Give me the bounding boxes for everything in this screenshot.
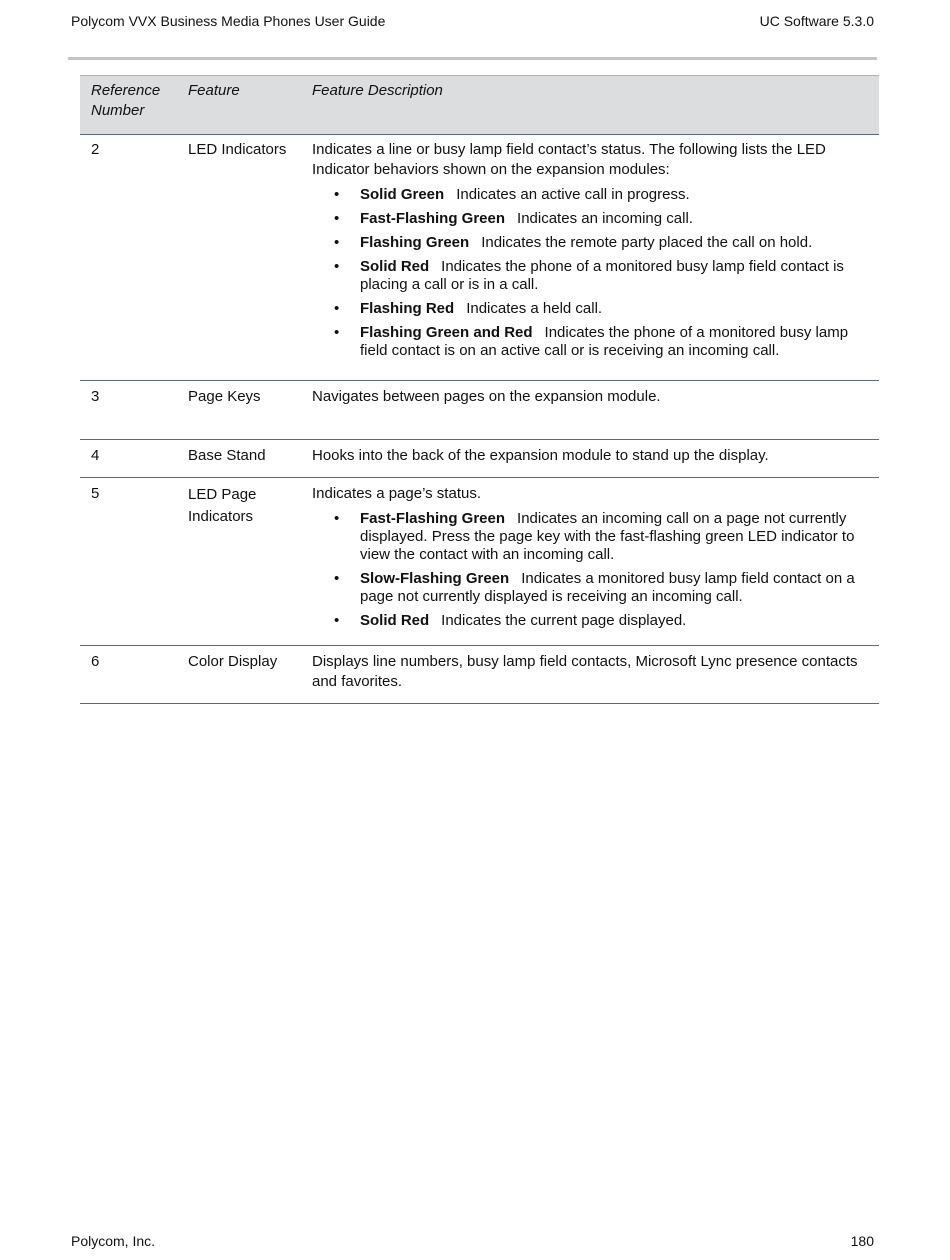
bullet-text: Indicates an active call in progress. (456, 186, 690, 203)
feature-description: Navigates between pages on the expansion module. (312, 388, 661, 405)
bullet-icon: • (334, 324, 340, 341)
table-row (80, 135, 879, 381)
feature-description (302, 478, 879, 645)
column-header-description: Feature Description (312, 82, 443, 99)
bullet-term: Solid Red (360, 258, 430, 275)
description-text: Indicates a line or busy lamp field contact’s status. The following lists the LED Indicator behaviors shown on the expansion modules: (312, 141, 826, 178)
feature-table (80, 75, 879, 704)
bullet-term: Flashing Green (360, 234, 470, 251)
ref-number: 3 (91, 388, 100, 405)
bullet-icon: • (334, 612, 340, 629)
table-row (80, 478, 879, 646)
bullet-term: Solid Green (360, 186, 445, 203)
bullet-icon: • (334, 570, 340, 587)
software-version: UC Software 5.3.0 (759, 13, 874, 29)
description-text: Indicates a page’s status. (312, 485, 481, 502)
bullet-text: Indicates the current page displayed. (441, 612, 687, 629)
bullet-text: Indicates a held call. (466, 300, 603, 317)
table-row (80, 381, 879, 440)
bullet-term: Flashing Green and Red (360, 324, 533, 341)
bullet-text: Indicates the remote party placed the call on hold. (481, 234, 813, 251)
company-name: Polycom, Inc. (71, 1233, 156, 1249)
ref-number: 2 (91, 141, 100, 158)
header-divider (68, 57, 877, 60)
list-item (312, 570, 871, 606)
bullet-text: Indicates an incoming call. (517, 210, 693, 227)
bullet-term: Slow-Flashing Green (360, 570, 510, 587)
list-item (312, 324, 871, 360)
bullet-icon: • (334, 186, 340, 203)
bullet-text: Indicates the phone of a monitored busy lamp field contact is placing a call or is in a call. (360, 258, 844, 293)
bullet-icon: • (334, 210, 340, 227)
feature-name: Page Keys (188, 388, 261, 405)
column-header-feature: Feature (188, 82, 240, 99)
table-row (80, 440, 879, 478)
bullet-term: Solid Red (360, 612, 430, 629)
feature-description (302, 135, 879, 380)
column-header-reference: Reference Number (91, 82, 161, 119)
bullet-icon: • (334, 510, 340, 527)
bullet-icon: • (334, 300, 340, 317)
page-number: 180 (850, 1233, 874, 1249)
list-item (312, 186, 871, 204)
list-item (312, 210, 871, 228)
bullet-text: Indicates the phone of a monitored busy lamp field contact is on an active call or is receiving an incoming call. (360, 324, 849, 359)
feature-name: LED Page Indicators (188, 486, 257, 525)
bullet-term: Flashing Red (360, 300, 455, 317)
bullet-list (312, 186, 871, 360)
bullet-icon: • (334, 258, 340, 275)
list-item (312, 234, 871, 252)
ref-number: 4 (91, 447, 100, 464)
list-item (312, 510, 871, 564)
table-row (80, 646, 879, 704)
ref-number: 5 (91, 485, 100, 502)
feature-name: LED Indicators (188, 141, 287, 158)
list-item (312, 612, 871, 630)
bullet-list (312, 510, 871, 630)
table-header-row (80, 75, 879, 135)
feature-name: Color Display (188, 653, 278, 670)
bullet-term: Fast-Flashing Green (360, 510, 506, 527)
list-item (312, 258, 871, 294)
list-item (312, 300, 871, 318)
feature-name: Base Stand (188, 447, 266, 464)
bullet-icon: • (334, 234, 340, 251)
ref-number: 6 (91, 653, 100, 670)
doc-title: Polycom VVX Business Media Phones User Guide (71, 13, 386, 29)
feature-description: Displays line numbers, busy lamp field contacts, Microsoft Lync presence contacts and favorites. (312, 653, 858, 690)
feature-description: Hooks into the back of the expansion module to stand up the display. (312, 447, 769, 464)
bullet-text: Indicates an incoming call on a page not currently displayed. Press the page key with the fast-flashing green LED indicator to view the contact with an incoming call. (360, 510, 855, 563)
bullet-term: Fast-Flashing Green (360, 210, 506, 227)
bullet-text: Indicates a monitored busy lamp field contact on a page not currently displayed is receiving an incoming call. (360, 570, 855, 605)
